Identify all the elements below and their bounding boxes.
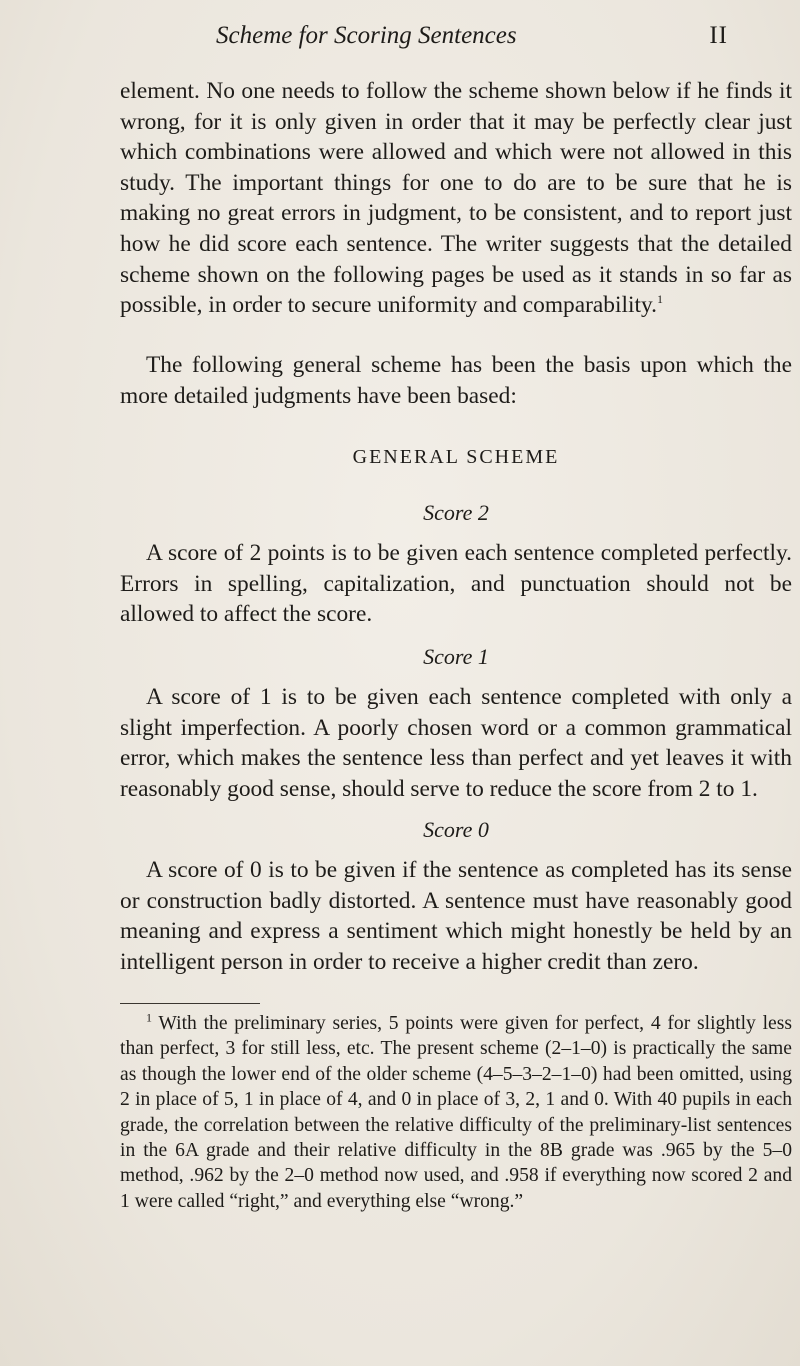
- body-paragraph-1-text: element. No one needs to follow the scheme shown below if he finds it wrong, for it is only given in order that it may be perfectly clear just which combinations were allowed and which were not allowed in this study. The important things for one to do are to be sure that he is making no great errors in judgment, to be consistent, and to report just how he did score each sentence. The writer suggests that the detailed scheme shown on the following pages be used as it stands in so far as possible, in order to secure uniformity and comparability.: [120, 78, 792, 319]
- footnote-text: With the preliminary series, 5 points were given for perfect, 4 for slightly less than perfect, 3 for still less, etc. The present scheme (2–1–0) is practically the same as though the lower end of the older scheme (4–5–3–2–1–0) had been omitted, using 2 in place of 5, 1 in place of 4, and 0 in place of 3, 2, 1 and 0. With 40 pupils in each grade, the correlation between the relative difficulty of the preliminary-list sentences in the 6A grade and their relative difficulty in the 8B grade was .965 by the 5–0 method, .962 by the 2–0 method now used, and .958 if everything now scored 2 and 1 were called “right,” and everything else “wrong.”: [120, 1013, 792, 1212]
- general-scheme-heading: GENERAL SCHEME: [352, 446, 560, 468]
- score-0-heading: Score 0: [423, 817, 489, 842]
- running-title: Scheme for Scoring Sentences: [216, 22, 517, 49]
- running-head: [120, 22, 728, 54]
- score-1-heading: Score 1: [423, 644, 489, 669]
- page-number: II: [709, 22, 728, 49]
- footnote-mark: 1: [146, 1010, 152, 1025]
- footnote-divider: [120, 1003, 260, 1004]
- score-1-paragraph: A score of 1 is to be given each sentence completed with only a slight imperfection. A poorly chosen word or a common grammatical error, which makes the sentence less than perfect and yet leaves it with reasonably good sense, should serve to reduce the score from 2 to 1.: [120, 684, 792, 802]
- score-2-paragraph: A score of 2 points is to be given each sentence completed perfectly. Errors in spelling, capitalization, and punctuation should not be allowed to affect the score.: [120, 540, 792, 628]
- score-0-paragraph: A score of 0 is to be given if the sentence as completed has its sense or construction badly distorted. A sentence must have reasonably good meaning and express a sentiment which might honestly be held by an intelligent person in order to receive a higher credit than zero.: [120, 857, 792, 975]
- score-2-heading: Score 2: [423, 500, 489, 525]
- footnote: [120, 1011, 792, 1214]
- body-paragraph-1: [120, 76, 792, 321]
- body-paragraph-2: The following general scheme has been the basis upon which the more detailed judgments have been based:: [120, 352, 792, 409]
- footnote-reference-mark: 1: [656, 292, 663, 307]
